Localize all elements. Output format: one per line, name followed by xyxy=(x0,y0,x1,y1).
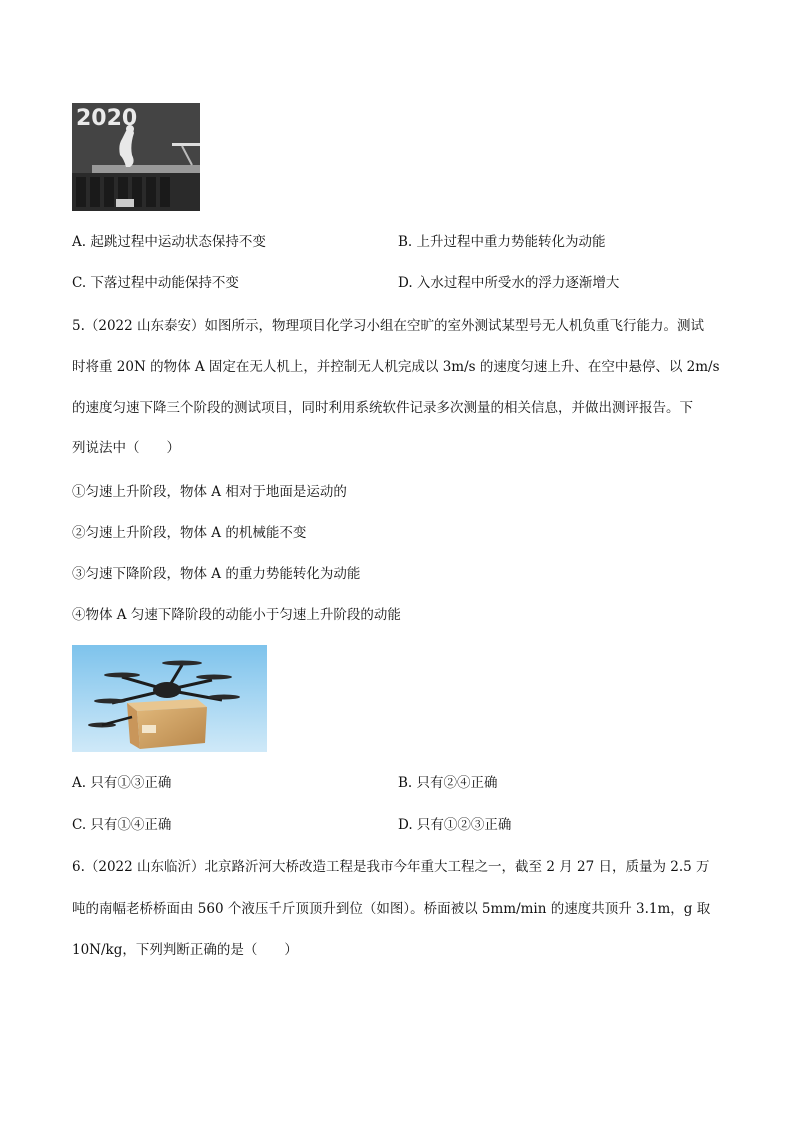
diving-photo xyxy=(72,103,200,211)
q5-option-b: B. 只有②④正确 xyxy=(398,775,498,791)
q4-option-c: C. 下落过程中动能保持不变 xyxy=(72,275,239,291)
q5-statement-1: ①匀速上升阶段，物体 A 相对于地面是运动的 xyxy=(72,484,347,500)
q5-stem-line-1: 5.（2022 山东泰安）如图所示，物理项目化学习小组在空旷的室外测试某型号无人机负重飞行能力。测试 xyxy=(72,318,705,334)
q4-option-b: B. 上升过程中重力势能转化为动能 xyxy=(398,234,606,250)
q5-stem-line-4: 列说法中（ ） xyxy=(72,440,180,456)
q4-option-d: D. 入水过程中所受水的浮力逐渐增大 xyxy=(398,275,620,291)
q5-stem-line-3: 的速度匀速下降三个阶段的测试项目，同时利用系统软件记录多次测量的相关信息，并做出测评报告。下 xyxy=(72,400,693,416)
drone-image xyxy=(72,645,267,752)
q6-stem-line-2: 吨的南幅老桥桥面由 560 个液压千斤顶顶升到位（如图）。桥面被以 5mm/min 的速度共顶升 3.1m，g 取 xyxy=(72,901,711,917)
q5-option-a: A. 只有①③正确 xyxy=(72,775,172,791)
q6-stem-line-3: 10N/kg，下列判断正确的是（ ） xyxy=(72,942,298,958)
photo-caption: 2020 xyxy=(76,106,138,131)
q5-stem-line-2: 时将重 20N 的物体 A 固定在无人机上，并控制无人机完成以 3m/s 的速度匀速上升、在空中悬停、以 2m/s xyxy=(72,359,720,375)
q5-option-d: D. 只有①②③正确 xyxy=(398,817,512,833)
q4-option-a: A. 起跳过程中运动状态保持不变 xyxy=(72,234,266,250)
q5-statement-4: ④物体 A 匀速下降阶段的动能小于匀速上升阶段的动能 xyxy=(72,607,401,623)
q5-option-c: C. 只有①④正确 xyxy=(72,817,172,833)
q5-statement-2: ②匀速上升阶段，物体 A 的机械能不变 xyxy=(72,525,307,541)
q6-stem-line-1: 6.（2022 山东临沂）北京路沂河大桥改造工程是我市今年重大工程之一，截至 2 月 27 日，质量为 2.5 万 xyxy=(72,859,710,875)
q5-statement-3: ③匀速下降阶段，物体 A 的重力势能转化为动能 xyxy=(72,566,361,582)
